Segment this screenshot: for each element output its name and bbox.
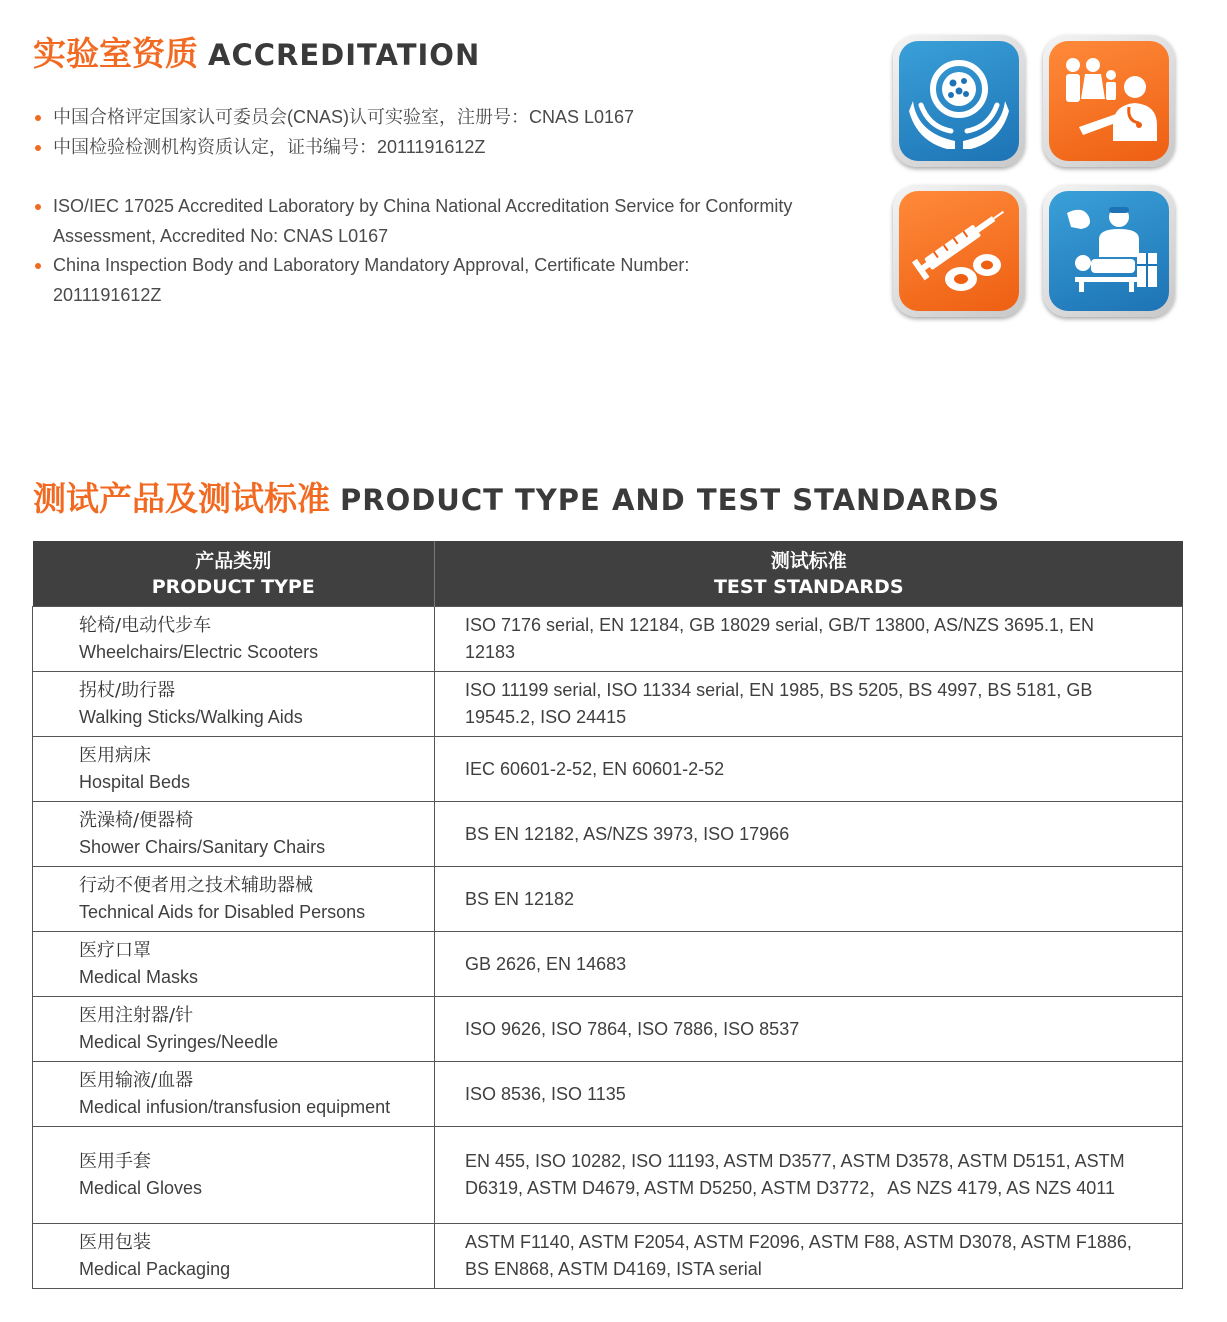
product-name-cn: 行动不便者用之技术辅助器械 <box>79 875 313 896</box>
table-row <box>33 802 1183 867</box>
product-name-en: Medical Gloves <box>79 1178 203 1198</box>
product-type-cell <box>33 802 435 867</box>
product-type-cell <box>33 737 435 802</box>
product-name-en: Medical Masks <box>79 967 199 987</box>
table-header-row <box>33 541 1183 607</box>
medical-icon-grid <box>893 35 1179 320</box>
product-name-cn: 医用输液/血器 <box>79 1070 194 1091</box>
test-standards-cell: BS EN 12182, AS/NZS 3973, ISO 17966 <box>435 802 1183 867</box>
standards-title-en: PRODUCT TYPE AND TEST STANDARDS <box>340 483 1001 517</box>
table-row <box>33 867 1183 932</box>
product-name-en: Medical Packaging <box>79 1259 231 1279</box>
table-row <box>33 1127 1183 1224</box>
product-name-en: Medical infusion/transfusion equipment <box>79 1097 391 1117</box>
standards-title-cn: 测试产品及测试标准 <box>33 479 330 518</box>
table-row <box>33 932 1183 997</box>
test-standards-cell: ISO 9626, ISO 7864, ISO 7886, ISO 8537 <box>435 997 1183 1062</box>
product-type-cell <box>33 1062 435 1127</box>
accreditation-list-en <box>33 192 793 310</box>
test-standards-cell: IEC 60601-2-52, EN 60601-2-52 <box>435 737 1183 802</box>
accreditation-item: 中国检验检测机构资质认定，证书编号：2011191612Z <box>33 133 793 163</box>
syringe-pills-icon <box>893 185 1025 317</box>
accreditation-title <box>33 28 480 75</box>
header-test-standards-cn: 测试标准 <box>770 549 847 572</box>
product-name-en: Technical Aids for Disabled Persons <box>79 902 366 922</box>
table-row <box>33 1062 1183 1127</box>
accreditation-item: China Inspection Body and Laboratory Mandatory Approval, Certificate Number: 2011191612Z <box>33 251 793 310</box>
test-standards-cell: EN 455, ISO 10282, ISO 11193, ASTM D3577, ASTM D3578, ASTM D5151, ASTM D6319, ASTM D4679, ASTM D5250, ASTM D3772，AS NZS 4179, AS NZS 4011 <box>435 1127 1183 1224</box>
product-name-en: Wheelchairs/Electric Scooters <box>79 642 319 662</box>
product-name-cn: 医用病床 <box>79 745 151 766</box>
product-type-cell <box>33 997 435 1062</box>
table-row <box>33 1224 1183 1289</box>
family-doctor-icon <box>1043 35 1175 167</box>
standards-table <box>32 541 1183 1289</box>
cell-hands-icon <box>893 35 1025 167</box>
test-standards-cell: ISO 8536, ISO 1135 <box>435 1062 1183 1127</box>
test-standards-cell: ASTM F1140, ASTM F2054, ASTM F2096, ASTM F88, ASTM D3078, ASTM F1886, BS EN868, ASTM D4169, ISTA serial <box>435 1224 1183 1289</box>
accreditation-title-en: ACCREDITATION <box>208 38 481 72</box>
surgery-icon <box>1043 185 1175 317</box>
accreditation-list-cn <box>33 103 793 162</box>
table-row <box>33 997 1183 1062</box>
product-name-cn: 医用包装 <box>79 1232 151 1253</box>
accreditation-title-cn: 实验室资质 <box>33 34 198 73</box>
product-type-cell <box>33 607 435 672</box>
test-standards-cell: GB 2626, EN 14683 <box>435 932 1183 997</box>
test-standards-cell: BS EN 12182 <box>435 867 1183 932</box>
product-name-en: Walking Sticks/Walking Aids <box>79 707 303 727</box>
product-name-en: Shower Chairs/Sanitary Chairs <box>79 837 326 857</box>
table-row <box>33 737 1183 802</box>
header-product-type-en: PRODUCT TYPE <box>151 575 315 598</box>
table-row <box>33 607 1183 672</box>
product-type-cell <box>33 1224 435 1289</box>
product-name-cn: 洗澡椅/便器椅 <box>79 810 194 831</box>
test-standards-cell: ISO 7176 serial, EN 12184, GB 18029 serial, GB/T 13800, AS/NZS 3695.1, EN 12183 <box>435 607 1183 672</box>
product-name-cn: 医用注射器/针 <box>79 1005 194 1026</box>
header-test-standards <box>435 541 1183 607</box>
header-product-type <box>33 541 435 607</box>
test-standards-cell: ISO 11199 serial, ISO 11334 serial, EN 1985, BS 5205, BS 4997, BS 5181, GB 19545.2, ISO 24415 <box>435 672 1183 737</box>
product-type-cell <box>33 932 435 997</box>
accreditation-item: 中国合格评定国家认可委员会(CNAS)认可实验室，注册号：CNAS L0167 <box>33 103 793 133</box>
product-name-cn: 轮椅/电动代步车 <box>79 615 212 636</box>
header-product-type-cn: 产品类别 <box>195 549 272 572</box>
product-name-cn: 医用手套 <box>79 1151 151 1172</box>
product-name-cn: 医疗口罩 <box>79 940 151 961</box>
header-test-standards-en: TEST STANDARDS <box>713 575 904 598</box>
product-name-cn: 拐杖/助行器 <box>79 680 176 701</box>
product-type-cell <box>33 867 435 932</box>
product-type-cell <box>33 1127 435 1224</box>
product-name-en: Medical Syringes/Needle <box>79 1032 279 1052</box>
product-type-cell <box>33 672 435 737</box>
accreditation-item: ISO/IEC 17025 Accredited Laboratory by China National Accreditation Service for Conformity Assessment, Accredited No: CNAS L0167 <box>33 192 793 251</box>
standards-title <box>33 473 1000 520</box>
table-row <box>33 672 1183 737</box>
product-name-en: Hospital Beds <box>79 772 191 792</box>
